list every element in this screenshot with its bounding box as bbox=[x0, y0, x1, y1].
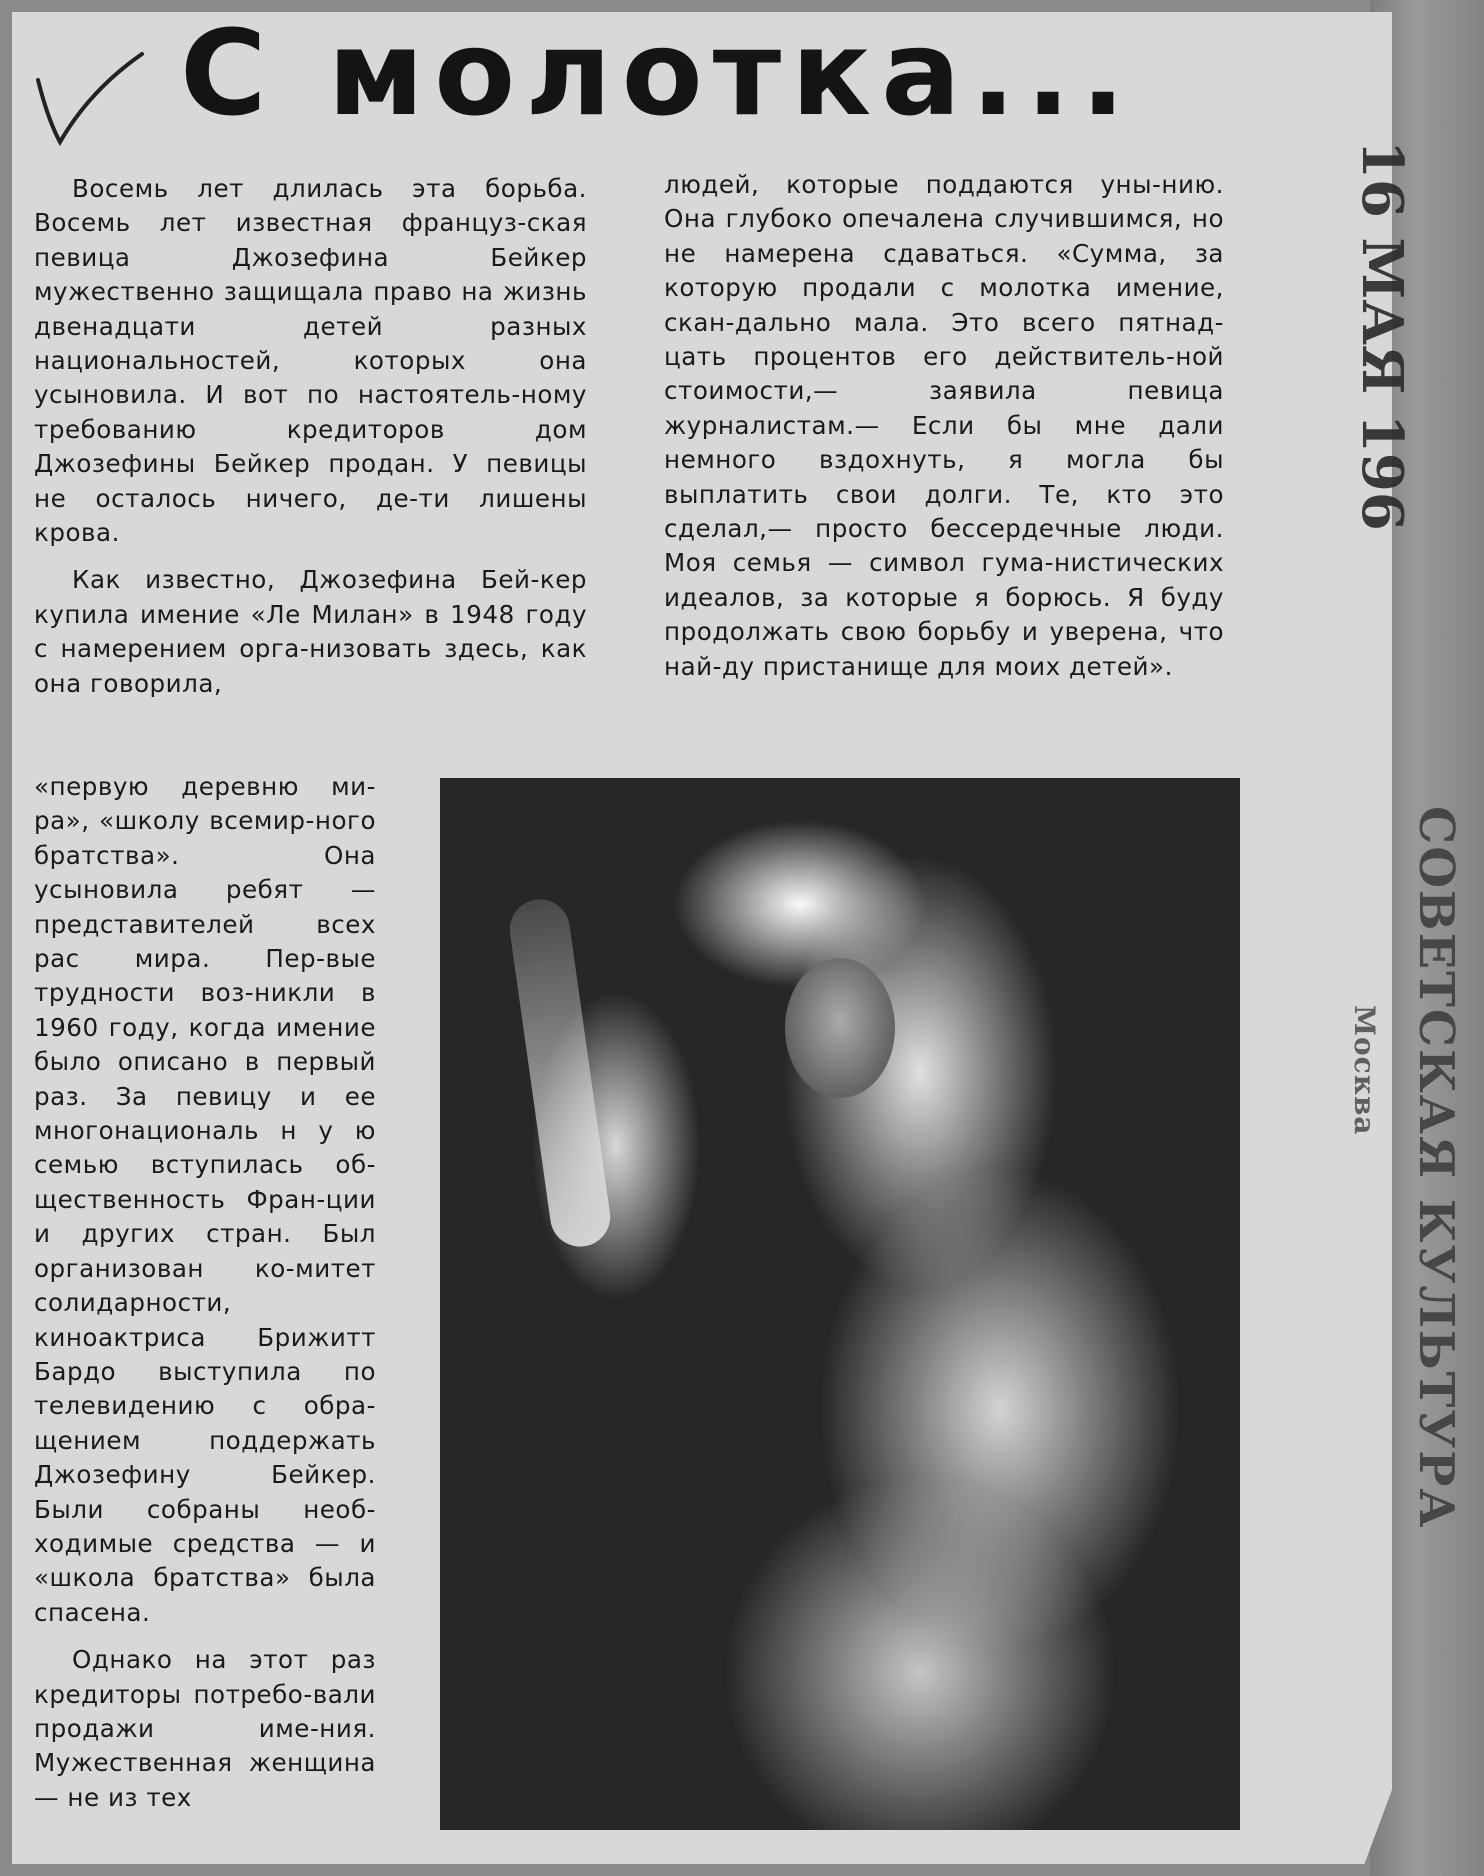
article-column-left-bottom bbox=[34, 770, 376, 1828]
newspaper-city-stamp: Москва bbox=[1348, 1005, 1381, 1136]
paragraph: Как известно, Джозефина Бей-кер купила имение «Ле Милан» в 1948 году с намерением орга-низовать здесь, как она говорила, bbox=[34, 565, 587, 698]
article-headline: С молотка... bbox=[180, 4, 1136, 142]
newspaper-stamp: СОВЕТСКАЯ КУЛЬТУРА bbox=[1408, 806, 1464, 1530]
article-photo bbox=[440, 778, 1240, 1830]
paragraph: Однако на этот раз кредиторы потребо-вали продажи име-ния. Мужественная женщина — не из тех bbox=[34, 1645, 376, 1812]
photo-face bbox=[785, 958, 895, 1098]
paragraph: Восемь лет длилась эта борьба. Восемь лет известная француз-ская певица Джозефина Бейкер мужественно защищала право на жизнь двенадцати детей разных национальностей, которых она усыновила. И вот по настоятель-ному требованию кредиторов дом Джозефины Бейкер продан. У певицы не осталось ничего, де-ти лишены крова. bbox=[34, 174, 587, 548]
paragraph: «первую деревню ми-ра», «школу всемир-ного братства». Она усыновила ребят — представителей всех рас мира. Пер-вые трудности воз-никли в 1960 году, когда имение было описано в первый раз. За певицу и ее многонациональ н у ю семью вступилась об-щественность Фран-ции и других стран. Был организован ко-митет солидарности, киноактриса Брижитт Бардо выступила по телевидению с обра-щением поддержать Джозефину Бейкер. Были собраны необ-ходимые средства — и «школа братства» была спасена. bbox=[34, 772, 376, 1627]
handwritten-checkmark-icon bbox=[30, 50, 150, 150]
date-stamp: 16 МАЯ 196 bbox=[1349, 140, 1415, 531]
photo-raised-arm bbox=[506, 896, 614, 1251]
paragraph: людей, которые поддаются уны-нию. Она глубоко опечалена случившимся, но не намерена сдаваться. «Сумма, за которую продали с молотка имение, скан-дально мала. Это всего пятнад-цать процентов его действитель-ной стоимости,— заявила певица журналистам.— Если бы мне дали немного вздохнуть, я могла бы выплатить свои долги. Те, кто это сделал,— просто бессердечные люди. Моя семья — символ гума-нистических идеалов, за которые я борюсь. Я буду продолжать свою борьбу и уверена, что най-ду пристанище для моих детей». bbox=[664, 170, 1224, 681]
article-column-right bbox=[664, 168, 1224, 697]
article-column-left-top bbox=[34, 172, 587, 714]
